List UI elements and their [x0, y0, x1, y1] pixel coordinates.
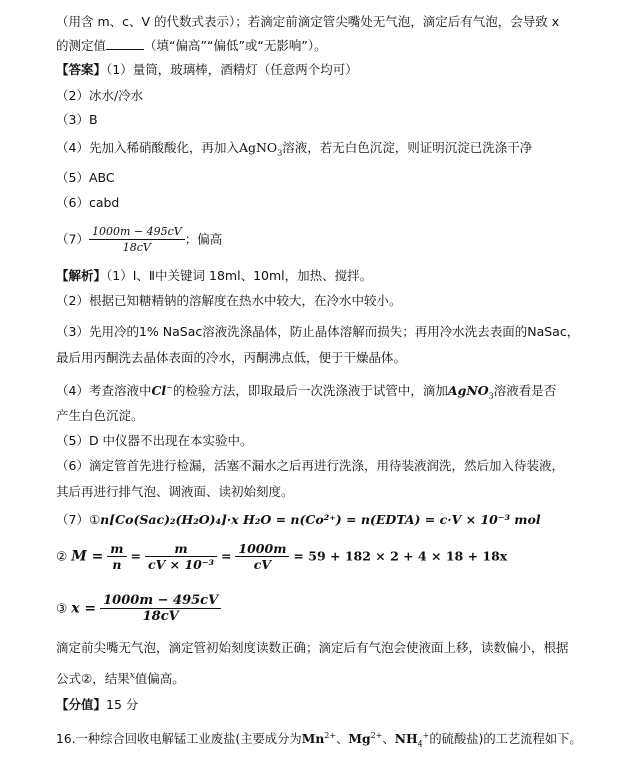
answer-6: （6）cabd: [56, 195, 120, 210]
score-line: 【分值】15 分: [56, 697, 139, 712]
analysis-5: （5）D 中仪器不出现在本实验中。: [56, 433, 253, 448]
analysis-7-eq3: ③ x = $\frac{1000m - 495cV}{18cV}$: [56, 593, 221, 624]
analysis-tag: 【解析】: [56, 268, 107, 283]
answer-7-fraction: $\frac{1000m - 495cV}{18cV}$: [89, 224, 185, 255]
eq2-fraction-2: $\frac{m}{\text{cV × 10⁻³}}$: [145, 541, 217, 572]
analysis-4b: 产生白色沉淀。: [56, 408, 144, 423]
analysis-6b: 其后再进行排气泡、调液面、读初始刻度。: [56, 484, 294, 499]
answer-1: 【答案】（1）量筒，玻璃棒，酒精灯（任意两个均可）: [56, 62, 358, 77]
analysis-4a: （4）考查溶液中Cl−的检验方法，即取最后一次洗涤液于试管中，滴加AgNO$_3$溶液看是否: [56, 383, 557, 401]
score-tag: 【分值】: [56, 697, 107, 712]
analysis-3a: （3）先用冷的1% NaSac溶液洗涤晶体，防止晶体溶解而损失；再用冷水洗去表面的NaSac，: [56, 324, 580, 339]
analysis-1: 【解析】（1）Ⅰ、Ⅱ中关键词 18ml、10ml，加热、搅拌。: [56, 268, 373, 283]
analysis-3b: 最后用丙酮洗去晶体表面的冷水，丙酮沸点低，便于干燥晶体。: [56, 350, 407, 365]
analysis-7-eq2: ② M = $\frac{m}{n}$ = $\frac{m}{\text{cV × 10⁻³}}$ = $\frac{1000m}{cV}$ = 59 + 182 × 2 + 4 × 18 + 18x: [56, 541, 508, 572]
answer-2: （2）冰水/冷水: [56, 88, 144, 103]
answer-tag: 【答案】: [56, 62, 107, 77]
eq2-fraction-1: $\frac{m}{n}$: [107, 541, 126, 572]
answer-3: （3）B: [56, 112, 98, 127]
top-line-2: 的测定值 （填“偏高”“偏低”或“无影响”）。: [56, 38, 327, 53]
analysis-6a: （6）滴定管首先进行检漏，活塞不漏水之后再进行洗涤，用待装液润洗，然后加入待装液，: [56, 458, 564, 473]
analysis-2: （2）根据已知糖精钠的溶解度在热水中较大，在冷水中较小。: [56, 293, 402, 308]
question-16: 16.一种综合回收电解锰工业废盐(主要成分为$Mn^{2+}$、$Mg^{2+}$、$NH_4^+$的硫酸盐)的工艺流程如下。: [56, 731, 582, 749]
analysis-7-eq1: （7）①n[Co(Sac)₂(H₂O)₄]·x H₂O = n(Co²⁺) = n(EDTA) = c·V × 10⁻³ mol: [56, 512, 541, 527]
analysis-conclusion-2: 公式②，结果$^x$值偏高。: [56, 671, 185, 687]
answer-7: （7） $\frac{1000m - 495cV}{18cV}$ ；偏高: [56, 225, 223, 254]
analysis-conclusion-1: 滴定前尖嘴无气泡，滴定管初始刻度读数正确；滴定后有气泡会使液面上移，读数偏小，根据: [56, 640, 569, 655]
top-line-1: （用含 m、c、V 的代数式表示）；若滴定前滴定管尖嘴处无气泡，滴定后有气泡，会导致 x: [56, 14, 560, 29]
eq2-fraction-3: $\frac{1000m}{cV}$: [235, 541, 289, 572]
answer-4: （4）先加入稀硝酸酸化，再加入AgNO$_3$溶液，若无白色沉淀，则证明沉淀已洗涤干净: [56, 140, 533, 158]
answer-blank: [106, 38, 144, 50]
answer-5: （5）ABC: [56, 170, 115, 185]
eq3-fraction: $\frac{1000m - 495cV}{18cV}$: [100, 593, 221, 624]
